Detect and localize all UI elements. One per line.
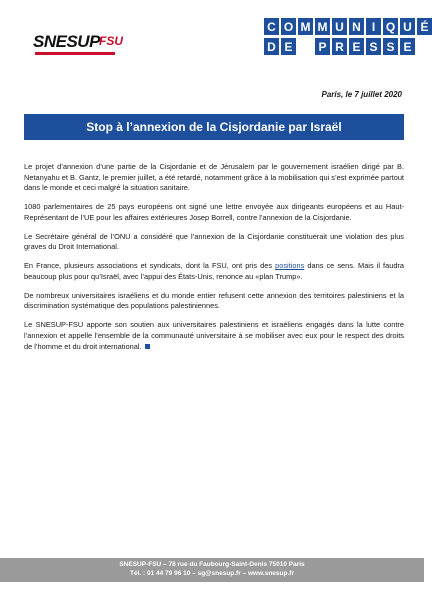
footer-address: SNESUP-FSU – 78 rue du Faubourg-Saint-Denis 75010 Paris — [119, 561, 305, 568]
logo-snesup-text: SNESUP — [33, 32, 100, 51]
date-line: Paris, le 7 juillet 2020 — [321, 90, 402, 99]
de-presse-letter: R — [332, 38, 347, 55]
paragraph-5: De nombreux universitaires israéliens et du monde entier refusent cette annexion des territoires palestiniens et la discrimination systématique des populations palestiniennes. — [24, 290, 404, 311]
paragraph-1: Le projet d’annexion d’une partie de la Cisjordanie et de Jérusalem par le gouvernement israélien dirigé par B. Netanyahu et B. Gantz, le premier juillet, a été retardé, notamment grâce à la mobilisation qui s’est exprimée partout dans le monde et ceci malgré la situation sanitaire. — [24, 162, 404, 193]
press-release-body — [24, 162, 404, 360]
de-presse-letter: D — [264, 38, 279, 55]
logo-fsu-text: FSU — [99, 34, 123, 48]
communique-letter: Q — [383, 18, 398, 35]
de-presse-letter: S — [366, 38, 381, 55]
communique-row — [264, 18, 432, 35]
paragraph-4-text-after: dans ce sens. Mais il faudra beaucoup plus pour qu’Israël, avec l’appui des États-Unis, renonce au «plan Trump». — [24, 261, 404, 281]
paragraph-4 — [24, 261, 404, 282]
paragraph-6 — [24, 320, 404, 352]
communique-letter: U — [400, 18, 415, 35]
de-presse-letter: E — [400, 38, 415, 55]
communique-letter: O — [281, 18, 296, 35]
end-square-icon — [145, 344, 150, 349]
press-release-title: Stop à l’annexion de la Cisjordanie par Israël — [24, 114, 404, 140]
de-presse-row — [264, 38, 432, 55]
de-presse-letter: E — [349, 38, 364, 55]
footer — [0, 558, 424, 582]
logo-underline — [35, 52, 115, 55]
paragraph-3: Le Secrétaire général de l’ONU a considéré que l’annexion de la Cisjordanie constituerait une violation des plus graves du Droit International. — [24, 231, 404, 252]
snesup-fsu-logo — [33, 28, 143, 62]
communique-letter: U — [332, 18, 347, 35]
de-presse-letter — [298, 38, 313, 55]
communique-letter: C — [264, 18, 279, 35]
de-presse-letter: P — [315, 38, 330, 55]
de-presse-letter: S — [383, 38, 398, 55]
communique-letter: I — [366, 18, 381, 35]
communique-letter: M — [315, 18, 330, 35]
positions-link[interactable]: positions — [275, 261, 305, 271]
paragraph-2: 1080 parlementaires de 25 pays européens ont signé une lettre envoyée aux dirigeants européens et au Haut-Représentant de l’UE pour les affaires extérieures Josep Borrell, contre l’annexion de la Cisjordanie. — [24, 202, 404, 222]
paragraph-6-text: Le SNESUP-FSU apporte son soutien aux universitaires palestiniens et israéliens engagés dans la lutte contre l’annexion et appelle l’ensemble de la communauté universitaire à se mobiliser avec eux pour le respect des droits de l’homme et du droit international. — [24, 320, 404, 351]
communique-letter: M — [298, 18, 313, 35]
de-presse-letter: E — [281, 38, 296, 55]
communique-letter: N — [349, 18, 364, 35]
paragraph-4-text-before: En France, plusieurs associations et syndicats, dont la FSU, ont pris des — [24, 261, 276, 271]
communique-de-presse-tag — [264, 18, 432, 58]
communique-letter: É — [417, 18, 432, 35]
footer-contacts: Tél. : 01 44 79 96 10 – sg@snesup.fr – www.snesup.fr — [130, 569, 294, 577]
